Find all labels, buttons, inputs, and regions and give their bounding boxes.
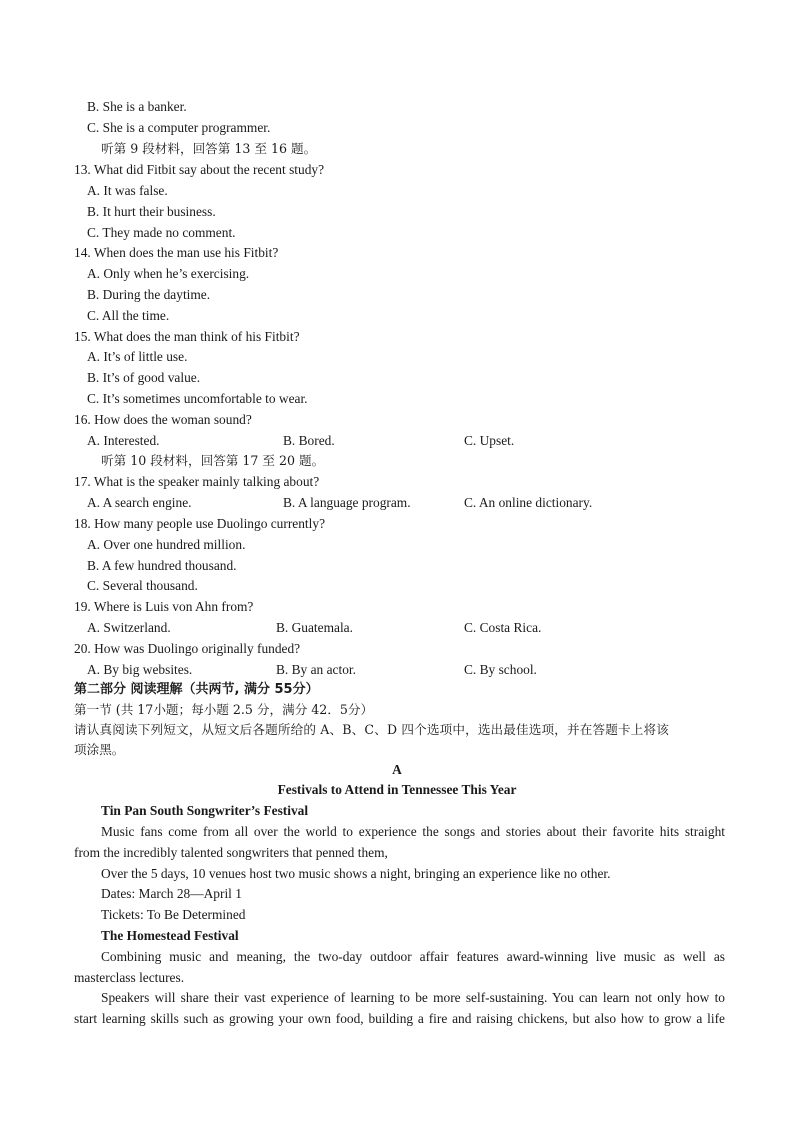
festival2-para1-line2: masterclass lectures. [74, 970, 185, 985]
festival2-para2-line2: start learning skills such as growing your own food, building a fire and raising chickens, but also how to grow a life [74, 1011, 725, 1026]
reading-section-title: 第一节 (共 17小题；每小题 2.5 分，满分 42．5分） [74, 702, 374, 717]
q19-option-c: C. Costa Rica. [464, 620, 542, 635]
q15-option-a: A. It’s of little use. [87, 349, 188, 364]
q19-option-a: A. Switzerland. [87, 620, 171, 635]
reading-part-title: 第二部分 阅读理解（共两节, 满分 55分） [74, 682, 319, 697]
q13-option-c: C. They made no comment. [87, 225, 236, 240]
q16-option-b: B. Bored. [283, 433, 335, 448]
reading-instruction-line1: 请认真阅读下列短文，从短文后各题所给的 A、B、C、D 四个选项中，选出最佳选项，并在答题卡上将该 [74, 722, 669, 737]
festival1-para1-line2: from the incredibly talented songwriters that penned them, [74, 845, 388, 860]
q13-option-b: B. It hurt their business. [87, 204, 216, 219]
q20-option-a: A. By big websites. [87, 662, 193, 677]
festival1-dates: Dates: March 28—April 1 [101, 886, 242, 901]
q20-question: 20. How was Duolingo originally funded? [74, 641, 301, 656]
q14-option-a: A. Only when he’s exercising. [87, 266, 250, 281]
festival1-name: Tin Pan South Songwriter’s Festival [101, 803, 309, 818]
q17-option-b: B. A language program. [283, 495, 411, 510]
q14-option-b: B. During the daytime. [87, 287, 211, 302]
q16-question: 16. How does the woman sound? [74, 412, 252, 427]
reading-instruction-line2: 项涂黑。 [74, 742, 125, 757]
q20-option-c: C. By school. [464, 662, 537, 677]
q18-option-a: A. Over one hundred million. [87, 537, 246, 552]
listening-intro-9: 听第 9 段材料，回答第 13 至 16 题。 [101, 141, 317, 156]
q19-question: 19. Where is Luis von Ahn from? [74, 599, 254, 614]
q13-option-a: A. It was false. [87, 183, 168, 198]
q16-option-c: C. Upset. [464, 433, 515, 448]
q15-question: 15. What does the man think of his Fitbit? [74, 329, 300, 344]
q13-question: 13. What did Fitbit say about the recent study? [74, 162, 325, 177]
festival2-para2-line1: Speakers will share their vast experience of learning to be more self-sustaining. You can learn not only how to [101, 990, 725, 1005]
q12-option-c: C. She is a computer programmer. [87, 120, 271, 135]
q18-question: 18. How many people use Duolingo currently? [74, 516, 326, 531]
festival1-tickets: Tickets: To Be Determined [101, 907, 246, 922]
passage-letter: A [392, 762, 402, 777]
q17-question: 17. What is the speaker mainly talking about? [74, 474, 320, 489]
q14-question: 14. When does the man use his Fitbit? [74, 245, 279, 260]
q14-option-c: C. All the time. [87, 308, 170, 323]
festival1-para1-line1: Music fans come from all over the world to experience the songs and stories about their favorite hits straight [101, 824, 725, 839]
festival2-para1-line1: Combining music and meaning, the two-day outdoor affair features award-winning live music as well as [101, 949, 725, 964]
q18-option-b: B. A few hundred thousand. [87, 558, 237, 573]
q19-option-b: B. Guatemala. [276, 620, 353, 635]
q12-option-b: B. She is a banker. [87, 99, 187, 114]
q16-option-a: A. Interested. [87, 433, 160, 448]
q15-option-b: B. It’s of good value. [87, 370, 201, 385]
listening-intro-10: 听第 10 段材料，回答第 17 至 20 题。 [101, 453, 325, 468]
festival2-name: The Homestead Festival [101, 928, 239, 943]
q17-option-a: A. A search engine. [87, 495, 192, 510]
q20-option-b: B. By an actor. [276, 662, 356, 677]
festival1-para2: Over the 5 days, 10 venues host two music shows a night, bringing an experience like no other. [101, 866, 611, 881]
q15-option-c: C. It’s sometimes uncomfortable to wear. [87, 391, 308, 406]
q18-option-c: C. Several thousand. [87, 578, 198, 593]
passage-title: Festivals to Attend in Tennessee This Year [277, 782, 517, 797]
q17-option-c: C. An online dictionary. [464, 495, 593, 510]
